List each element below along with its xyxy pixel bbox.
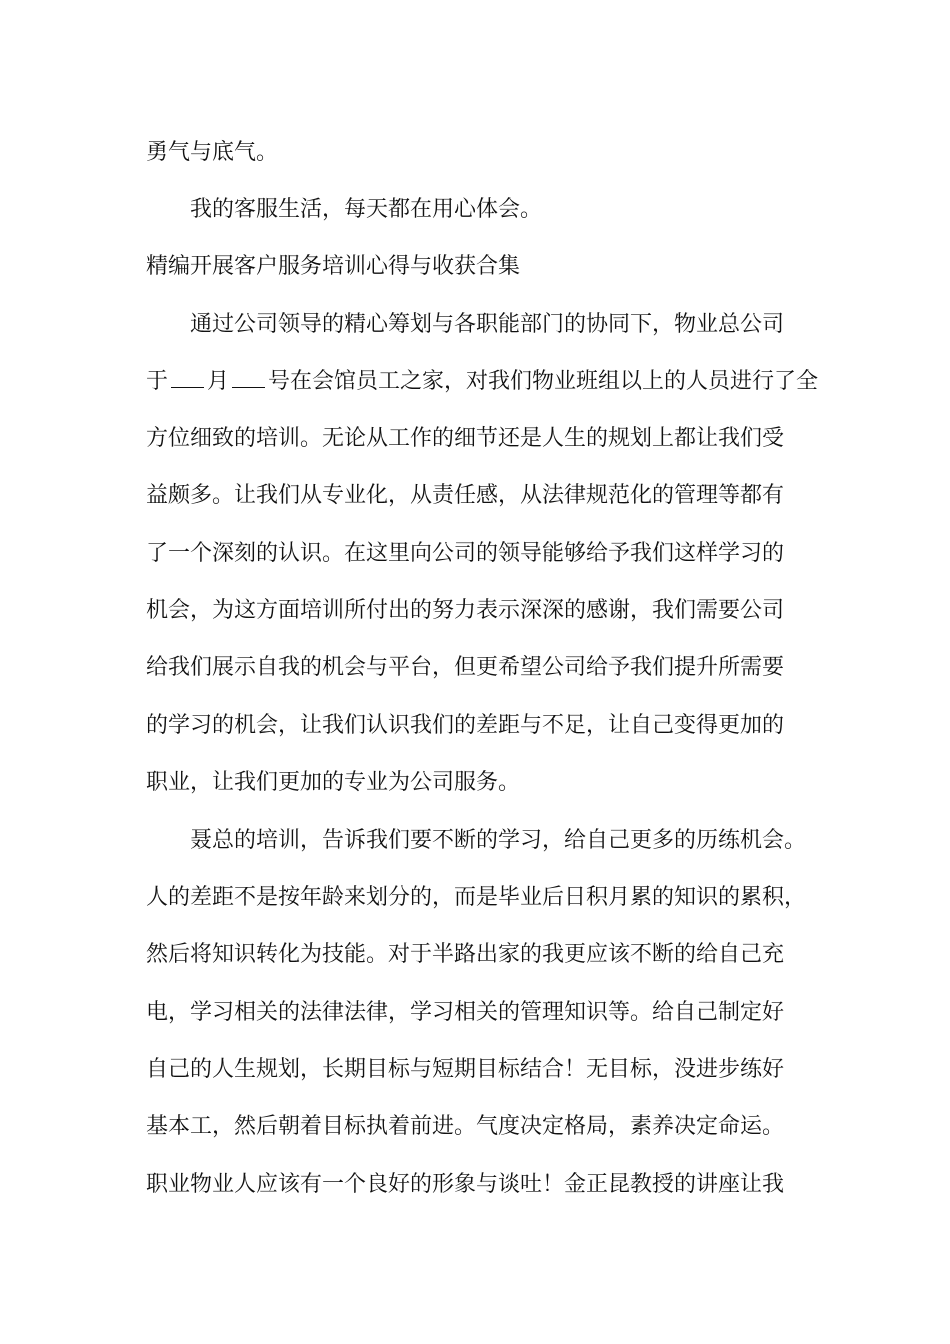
- paragraph-line: 方位细致的培训。无论从工作的细节还是人生的规划上都让我们受: [146, 426, 785, 451]
- paragraph-line: 的学习的机会，让我们认识我们的差距与不足，让自己变得更加的: [146, 713, 785, 738]
- paragraph-line: 自己的人生规划，长期目标与短期目标结合！无目标，没进步练好: [146, 1057, 785, 1082]
- text-fragment: 号在会馆员工之家，对我们物业班组以上的人员进行了全: [268, 369, 819, 394]
- paragraph-line: 益颇多。让我们从专业化，从责任感，从法律规范化的管理等都有: [146, 483, 785, 508]
- paragraph-line: 聂总的培训，告诉我们要不断的学习，给自己更多的历练机会。: [190, 828, 807, 853]
- blank-underline: [232, 369, 265, 388]
- paragraph-line: 人的差距不是按年龄来划分的，而是毕业后日积月累的知识的累积，: [146, 885, 807, 910]
- paragraph-line: 通过公司领导的精心筹划与各职能部门的协同下，物业总公司: [190, 312, 785, 337]
- text-fragment: 于: [146, 369, 169, 394]
- paragraph-line: 我的客服生活，每天都在用心体会。: [190, 197, 543, 222]
- paragraph-line: 职业物业人应该有一个良好的形象与谈吐！金正昆教授的讲座让我: [146, 1172, 785, 1197]
- paragraph-line: 机会，为这方面培训所付出的努力表示深深的感谢，我们需要公司: [146, 598, 785, 623]
- paragraph-continuation: 勇气与底气。: [146, 140, 279, 165]
- blank-underline: [171, 369, 204, 388]
- paragraph-line: 电，学习相关的法律法律，学习相关的管理知识等。给自己制定好: [146, 1000, 785, 1025]
- paragraph-line: 了一个深刻的认识。在这里向公司的领导能够给予我们这样学习的: [146, 541, 785, 566]
- paragraph-line: 然后将知识转化为技能。对于半路出家的我更应该不断的给自己充: [146, 942, 785, 967]
- paragraph-line-with-blanks: [146, 368, 818, 396]
- text-fragment: 月: [207, 369, 230, 394]
- section-title: 精编开展客户服务培训心得与收获合集: [146, 254, 521, 279]
- paragraph-line: 给我们展示自我的机会与平台，但更希望公司给予我们提升所需要: [146, 655, 785, 680]
- paragraph-line: 职业，让我们更加的专业为公司服务。: [146, 770, 521, 795]
- paragraph-line: 基本工，然后朝着目标执着前进。气度决定格局，素养决定命运。: [146, 1114, 785, 1139]
